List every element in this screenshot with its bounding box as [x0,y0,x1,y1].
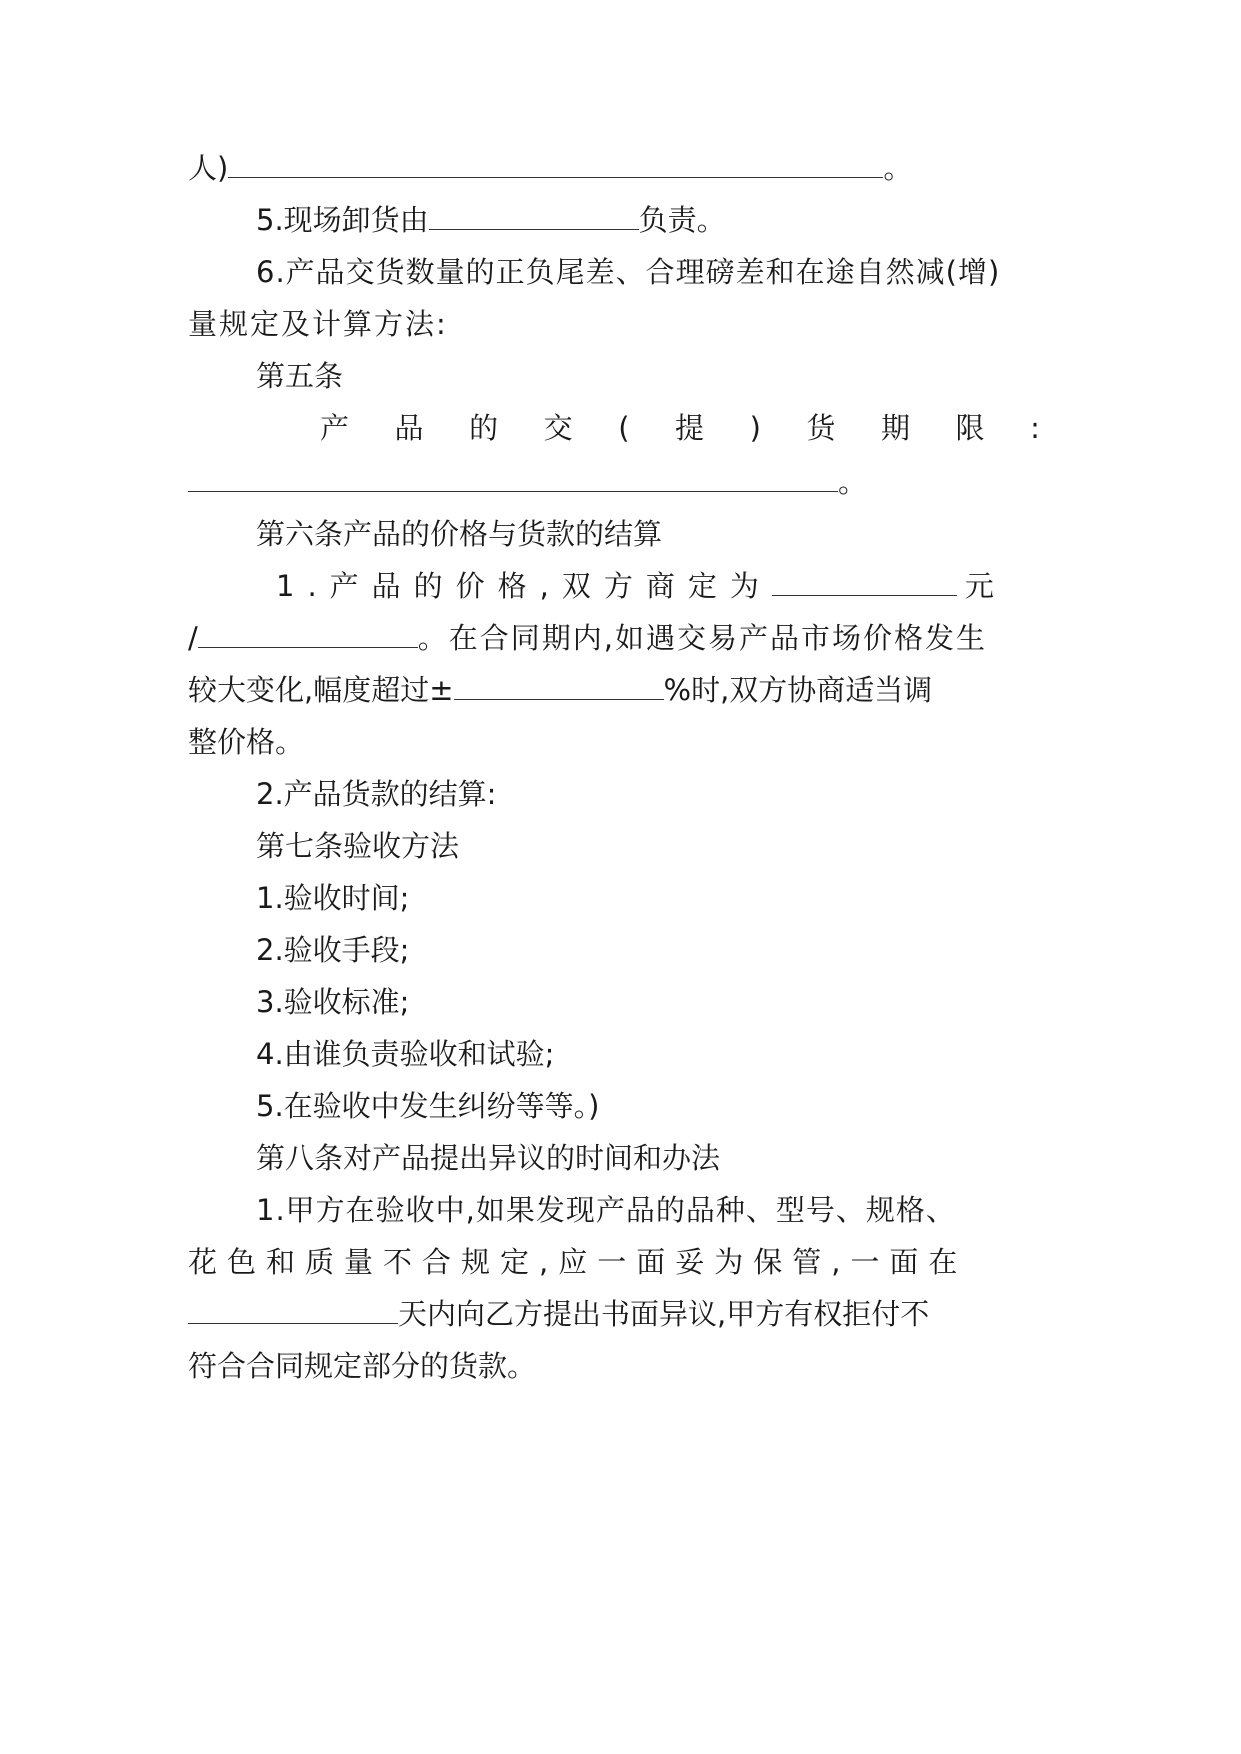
line-text: 4.由谁负责验收和试验; [256,1037,555,1071]
article-heading [256,824,1136,868]
contract-line [188,1344,1068,1388]
line-text: 。 [838,465,868,499]
line-text: 整价格。 [188,725,305,759]
fill-in-blank[interactable] [228,151,883,178]
contract-line-justified [320,406,1040,450]
justified-char: 限 [955,411,985,445]
justified-char: ) [749,411,761,445]
contract-line [256,1188,1136,1232]
justified-char: : [1030,411,1040,445]
fill-in-blank[interactable] [429,203,639,230]
line-text: 6.产品交货数量的正负尾差、合理磅差和在途自然减(增) [256,255,1001,289]
contract-line [256,772,1136,816]
line-text: 花色和质量不合规定,应一面妥为保管,一面在 [188,1245,968,1279]
contract-line [256,250,1136,294]
justified-char: 品 [394,411,424,445]
article-heading [256,354,1136,398]
contract-line [188,616,1068,660]
justified-char: ( [618,411,630,445]
line-text: 5.在验收中发生纠纷等等。) [256,1089,600,1123]
contract-line [276,564,1156,608]
line-text: 第六条产品的价格与货款的结算 [256,517,663,551]
line-text: 负责。 [638,203,726,237]
justified-char: 提 [675,411,705,445]
line-text: 。在合同期内,如遇交易产品市场价格发生 [417,621,988,655]
contract-line [256,928,1136,972]
justified-char: 产 [320,411,350,445]
line-text: 元 [964,569,1007,603]
line-text: 2.产品货款的结算: [256,777,497,811]
line-text: 第五条 [256,359,344,393]
fill-in-blank[interactable] [188,1297,398,1324]
fill-in-blank[interactable] [454,673,664,700]
line-text: %时,双方协商适当调 [663,673,933,707]
justified-char: 的 [469,411,499,445]
article-heading [256,512,1136,556]
contract-line [188,668,1068,712]
contract-line [256,1032,1136,1076]
line-text: 2.验收手段; [256,933,410,967]
contract-line [188,720,1068,764]
line-text: 第八条对产品提出异议的时间和办法 [256,1141,721,1175]
contract-line [256,1084,1136,1128]
line-text: 符合合同规定部分的货款。 [188,1349,537,1383]
line-text: 量规定及计算方法: [188,307,448,341]
justified-char: 交 [543,411,573,445]
line-text: 人) [188,151,229,185]
line-text: 1.验收时间; [256,881,410,915]
line-text: 天内向乙方提出书面异议,甲方有权拒付不 [398,1297,930,1331]
contract-line [188,146,1068,190]
line-text: 3.验收标准; [256,985,410,1019]
line-text: 1.甲方在验收中,如果发现产品的品种、型号、规格、 [256,1193,956,1227]
line-text: / [188,621,198,655]
fill-in-blank[interactable] [188,465,838,492]
contract-line [256,198,1136,242]
justified-char: 货 [806,411,836,445]
contract-line [188,1292,1068,1336]
contract-line [256,876,1136,920]
contract-line [188,1240,1068,1284]
line-text: 1.产品的价格,双方商定为 [276,569,772,603]
line-text: 较大变化,幅度超过± [188,673,454,707]
fill-in-blank[interactable] [198,621,418,648]
contract-line [188,302,1068,346]
line-text: 5.现场卸货由 [256,203,429,237]
line-text: 第七条验收方法 [256,829,460,863]
contract-line [188,460,1068,504]
contract-line [256,980,1136,1024]
line-text: 。 [883,151,913,185]
justified-char: 期 [881,411,911,445]
article-heading [256,1136,1136,1180]
fill-in-blank[interactable] [772,569,957,596]
